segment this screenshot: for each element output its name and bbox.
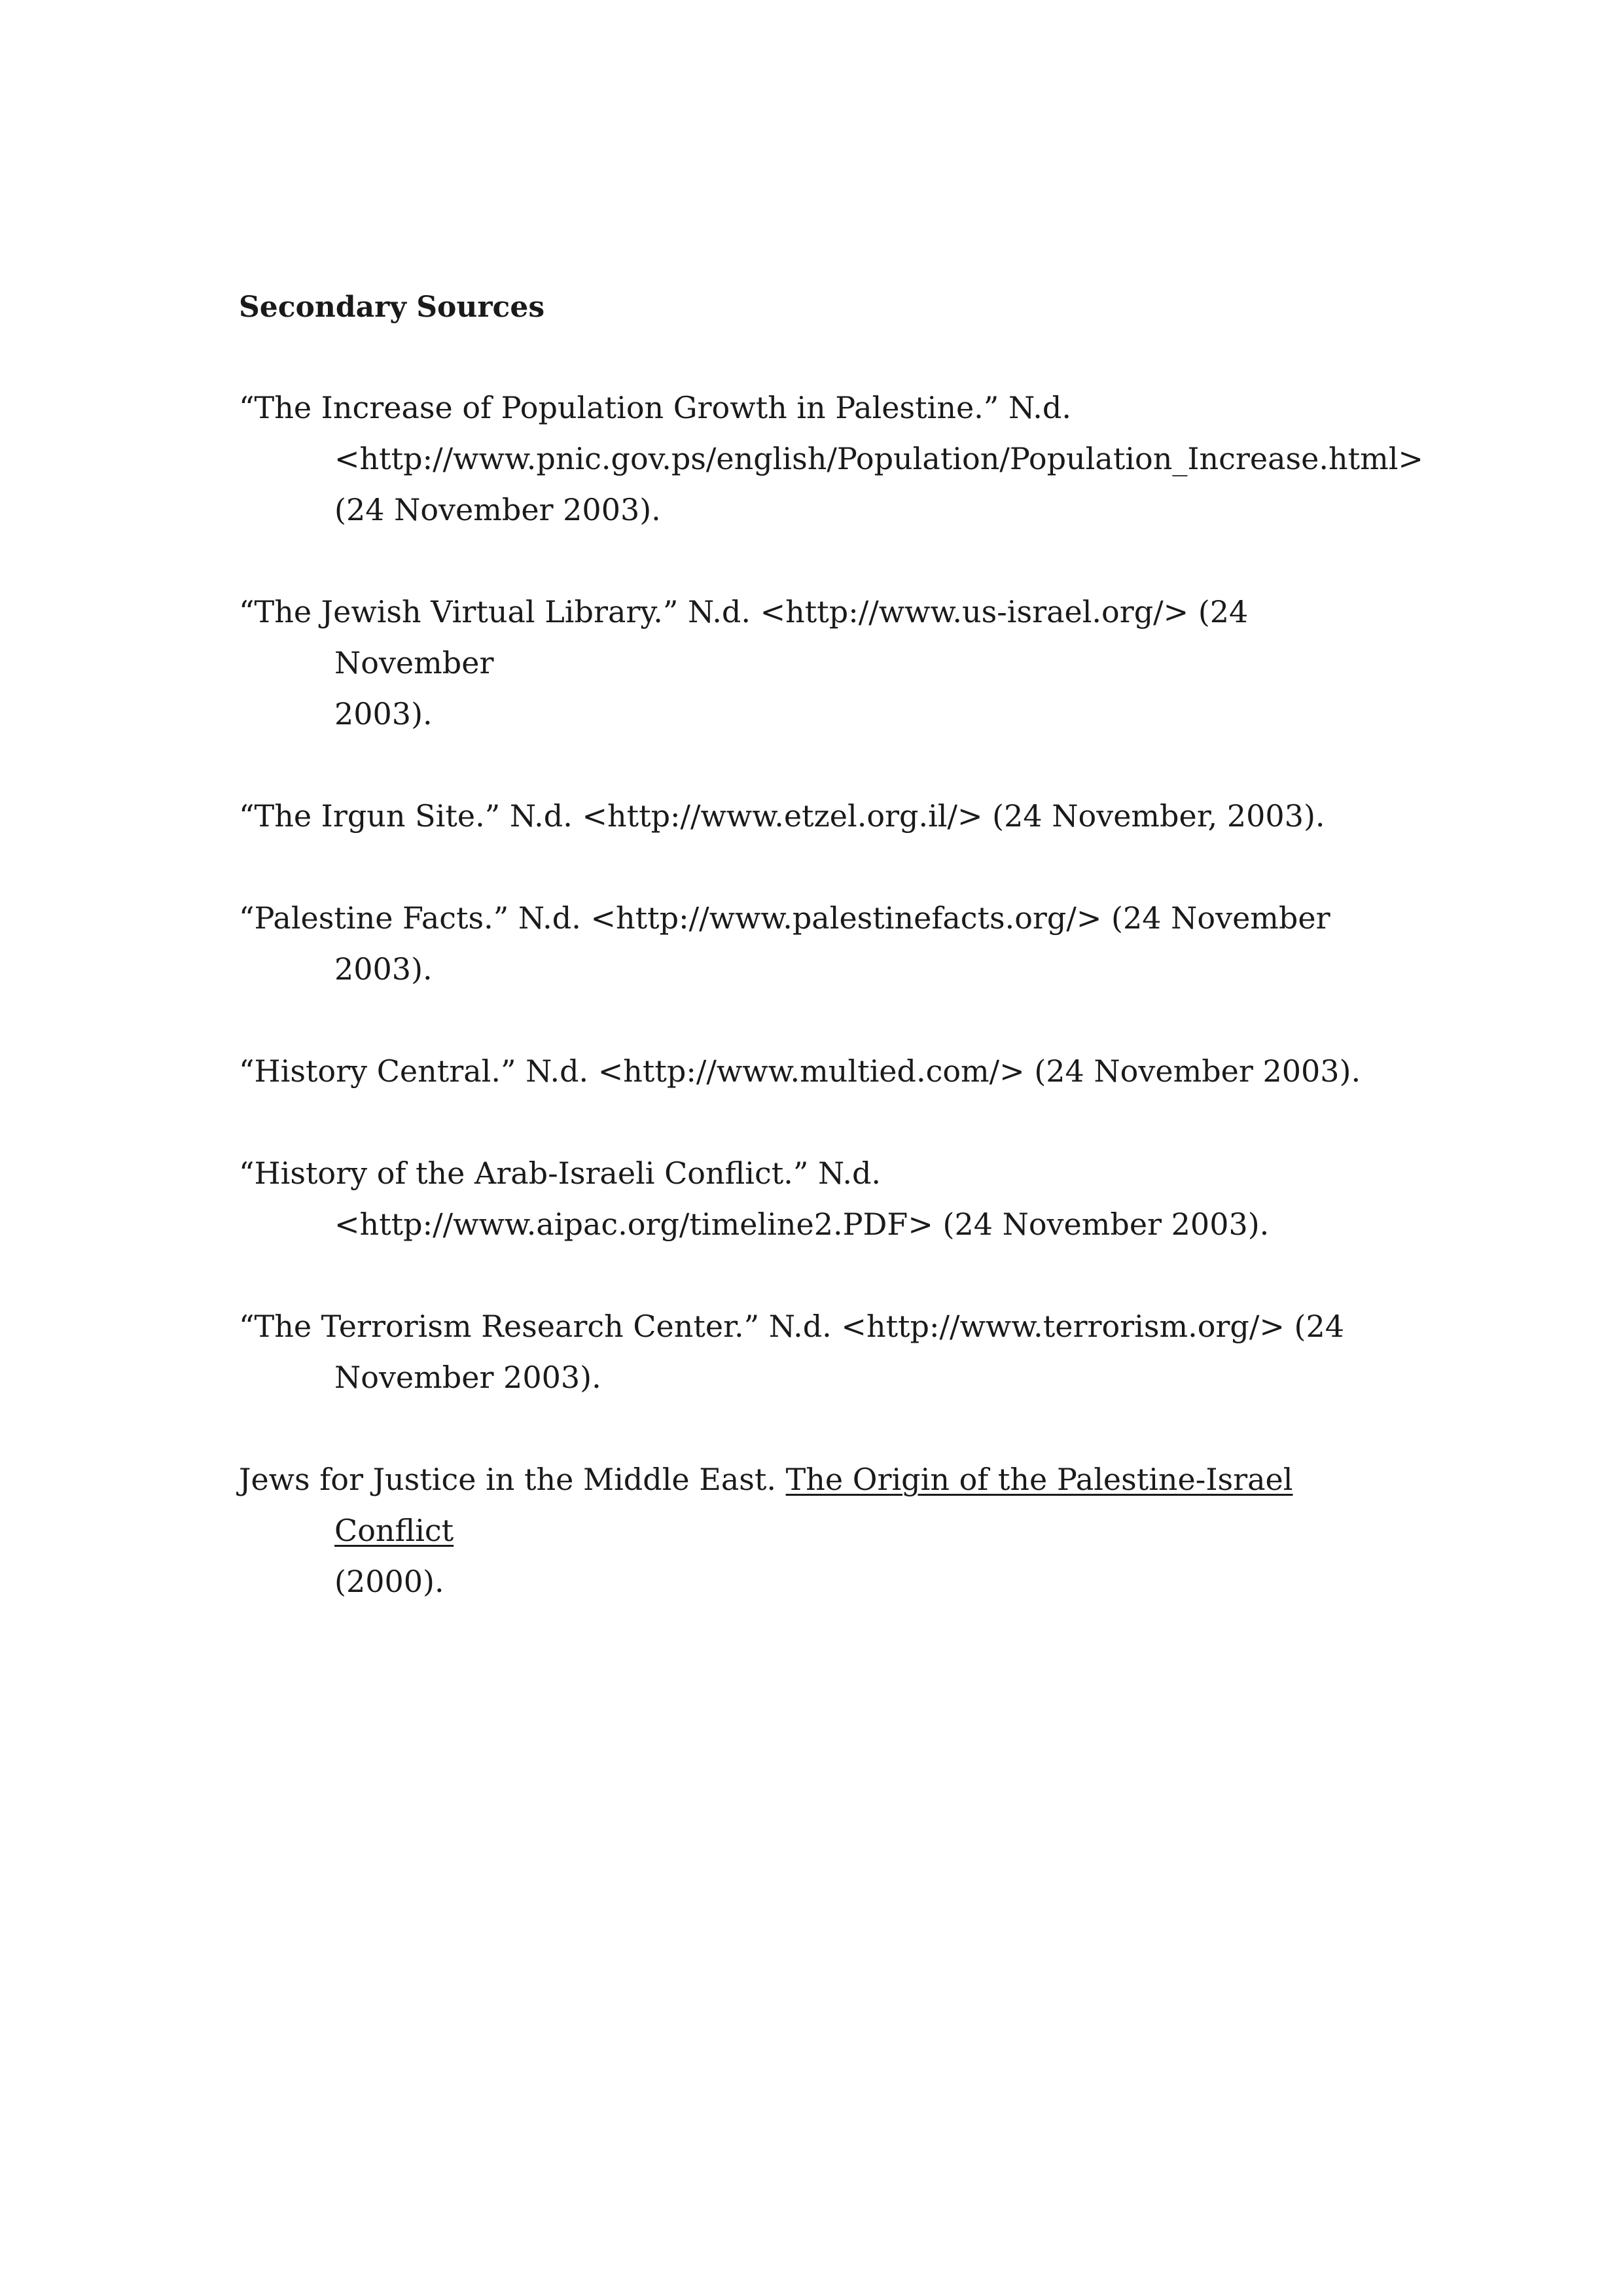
entry-text: <http://www.aipac.org/timeline2.PDF> (24 November 2003). <box>334 1207 1270 1242</box>
entry-line: “The Jewish Virtual Library.” N.d. <http://www.us-israel.org/> (24 November <box>239 594 1249 680</box>
entry-line: 2003). <box>334 696 433 732</box>
entry-year: (2000). <box>334 1564 444 1599</box>
bibliography-entry <box>239 586 1417 739</box>
bibliography-entry <box>239 1148 1417 1250</box>
bibliography-entry <box>239 382 1423 535</box>
entry-line: November 2003). <box>334 1360 601 1395</box>
bibliography-entry <box>239 790 1417 841</box>
entry-title: “The Increase of Population Growth in Palestine.” N.d. <box>239 390 1071 425</box>
bibliography <box>239 288 1423 1658</box>
bibliography-entry <box>239 892 1417 995</box>
bibliography-entry <box>239 1046 1417 1097</box>
entry-url: <http://www.pnic.gov.ps/english/Population/Population_Increase.html> <box>334 441 1423 476</box>
entry-text: “The Irgun Site.” N.d. <http://www.etzel.org.il/> (24 November, 2003). <box>239 798 1325 834</box>
entry-text: “Palestine Facts.” N.d. <http://www.palestinefacts.org/> (24 November 2003). <box>239 900 1330 987</box>
entry-date: (24 November 2003). <box>334 492 661 527</box>
entry-text: “History Central.” N.d. <http://www.multied.com/> (24 November 2003). <box>239 1053 1361 1089</box>
bibliography-entry <box>239 1454 1417 1607</box>
entry-author: Jews for Justice in the Middle East. <box>239 1462 776 1497</box>
entry-line: “The Terrorism Research Center.” N.d. <http://www.terrorism.org/> (24 <box>239 1309 1344 1344</box>
section-heading: Secondary Sources <box>239 291 545 324</box>
bibliography-entry <box>239 1301 1417 1403</box>
entry-title: “History of the Arab-Israeli Conflict.” N.d. <box>239 1156 882 1191</box>
entry-book-title: The Origin of the Palestine-Israel Conflict <box>334 1462 1293 1548</box>
